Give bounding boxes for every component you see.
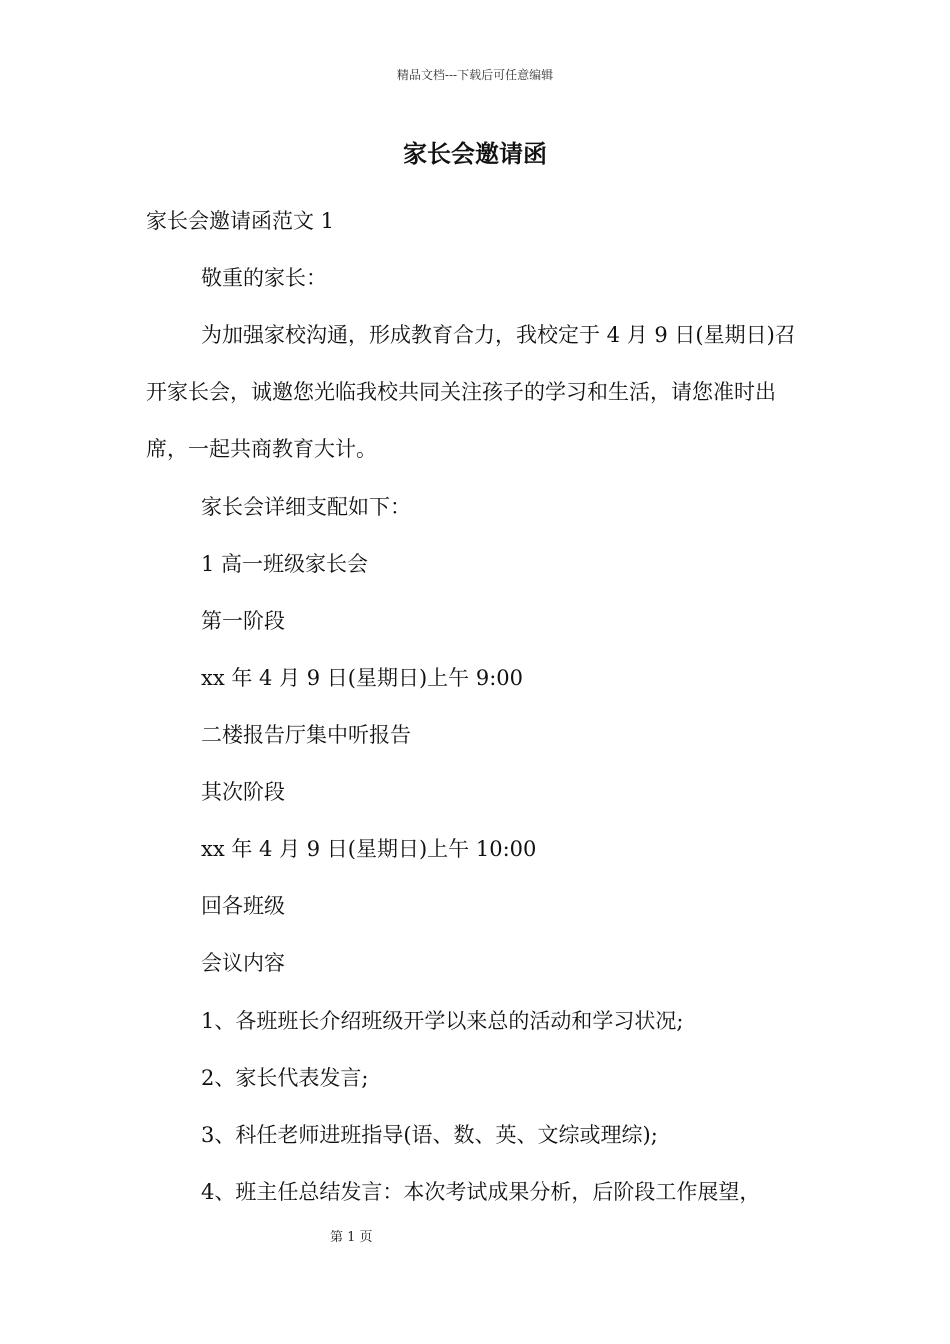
content-heading: 会议内容 bbox=[201, 951, 285, 975]
stage1-time: xx 年 4 月 9 日(星期日)上午 9:00 bbox=[201, 666, 524, 690]
list-item: 2、家长代表发言; bbox=[201, 1066, 369, 1090]
list-item: 1、各班班长介绍班级开学以来总的活动和学习状况; bbox=[201, 1009, 684, 1033]
header-note: 精品文档---下载后可任意编辑 bbox=[396, 68, 554, 82]
stage2-time: xx 年 4 月 9 日(星期日)上午 10:00 bbox=[201, 837, 537, 861]
subtitle: 家长会邀请函范文 1 bbox=[146, 209, 335, 233]
intro-paragraph: 为加强家校沟通，形成教育合力，我校定于 4 月 9 日(星期日)召开家长会，诚邀您光临我校共同关注孩子的学习和生活，请您准时出席，一起共商教育大计。 bbox=[146, 323, 796, 461]
list-item: 4、班主任总结发言：本次考试成果分析，后阶段工作展望， bbox=[201, 1180, 761, 1204]
section1-title: 1 高一班级家长会 bbox=[201, 552, 369, 576]
stage1-place: 二楼报告厅集中听报告 bbox=[201, 723, 411, 747]
stage1-label: 第一阶段 bbox=[201, 609, 285, 633]
stage2-place: 回各班级 bbox=[201, 894, 285, 918]
document-title: 家长会邀请函 bbox=[403, 139, 547, 168]
page-number: 第 1 页 bbox=[330, 1230, 373, 1245]
salutation: 敬重的家长： bbox=[201, 266, 327, 290]
arrangement-heading: 家长会详细支配如下： bbox=[201, 495, 411, 519]
stage2-label: 其次阶段 bbox=[201, 780, 285, 804]
list-item: 3、科任老师进班指导(语、数、英、文综或理综); bbox=[201, 1123, 658, 1147]
